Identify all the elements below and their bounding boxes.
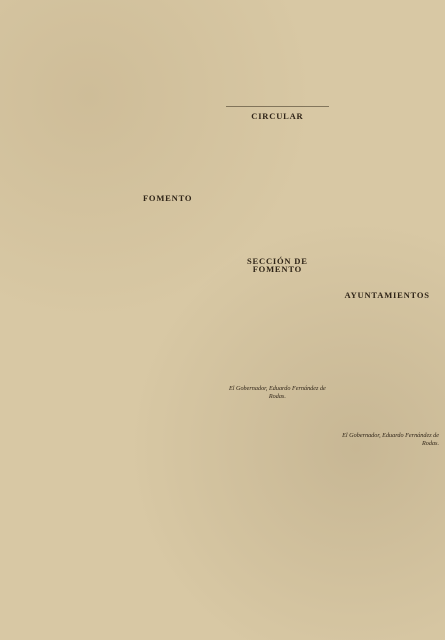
paragraph <box>6 226 110 270</box>
paragraph <box>6 366 110 410</box>
column-3 <box>226 4 330 636</box>
signature <box>6 274 110 281</box>
paragraph <box>335 352 439 380</box>
column-4 <box>335 4 439 636</box>
paragraph <box>226 14 330 58</box>
signature: El Gobernador, Eduardo Fernández de Rodas. <box>342 432 439 447</box>
paragraph <box>116 207 220 251</box>
paragraph <box>335 14 439 82</box>
paragraph <box>226 136 330 204</box>
paragraph <box>335 242 439 286</box>
paragraph <box>116 110 220 178</box>
paragraph <box>116 62 220 106</box>
section-title-circular: CIRCULAR <box>251 111 304 121</box>
paragraph <box>335 86 439 130</box>
paragraph <box>6 178 110 222</box>
signature: El Gobernador, Eduardo Fernández de Rodas. <box>228 385 326 400</box>
paragraph <box>6 14 110 58</box>
section-subtitle <box>226 278 330 285</box>
column-2 <box>116 4 220 636</box>
paragraph <box>226 337 330 381</box>
paragraph <box>116 14 220 58</box>
column-1-note <box>6 4 110 11</box>
paragraph <box>335 304 439 348</box>
paragraph <box>335 134 439 178</box>
paragraph <box>226 208 330 252</box>
column-4-note <box>335 4 439 11</box>
paragraph <box>6 334 110 362</box>
signature <box>226 94 330 101</box>
paragraph <box>226 289 330 333</box>
paragraph <box>6 106 110 174</box>
paragraph <box>335 384 439 428</box>
paragraph <box>116 303 220 331</box>
section-title-ayuntamientos: AYUNTAMIENTOS <box>344 290 430 300</box>
section-title-fomento: FOMENTO <box>142 193 193 203</box>
paragraph <box>6 286 110 330</box>
signature <box>335 182 439 189</box>
text-columns <box>6 4 439 636</box>
signature <box>116 182 220 189</box>
column-2-note <box>116 4 220 11</box>
divider <box>226 106 330 107</box>
column-3-note <box>226 4 330 11</box>
paragraph <box>116 335 220 379</box>
signature <box>6 414 110 421</box>
section-title-seccion-de-fomento: SECCIÓN DE FOMENTO <box>247 256 308 274</box>
column-1 <box>6 4 110 636</box>
paragraph <box>335 194 439 238</box>
section-subtitle <box>226 125 330 132</box>
paragraph <box>226 62 330 90</box>
paragraph <box>6 62 110 90</box>
paragraph <box>116 383 220 427</box>
signature <box>116 431 220 438</box>
paragraph <box>116 255 220 299</box>
signature <box>6 94 110 101</box>
